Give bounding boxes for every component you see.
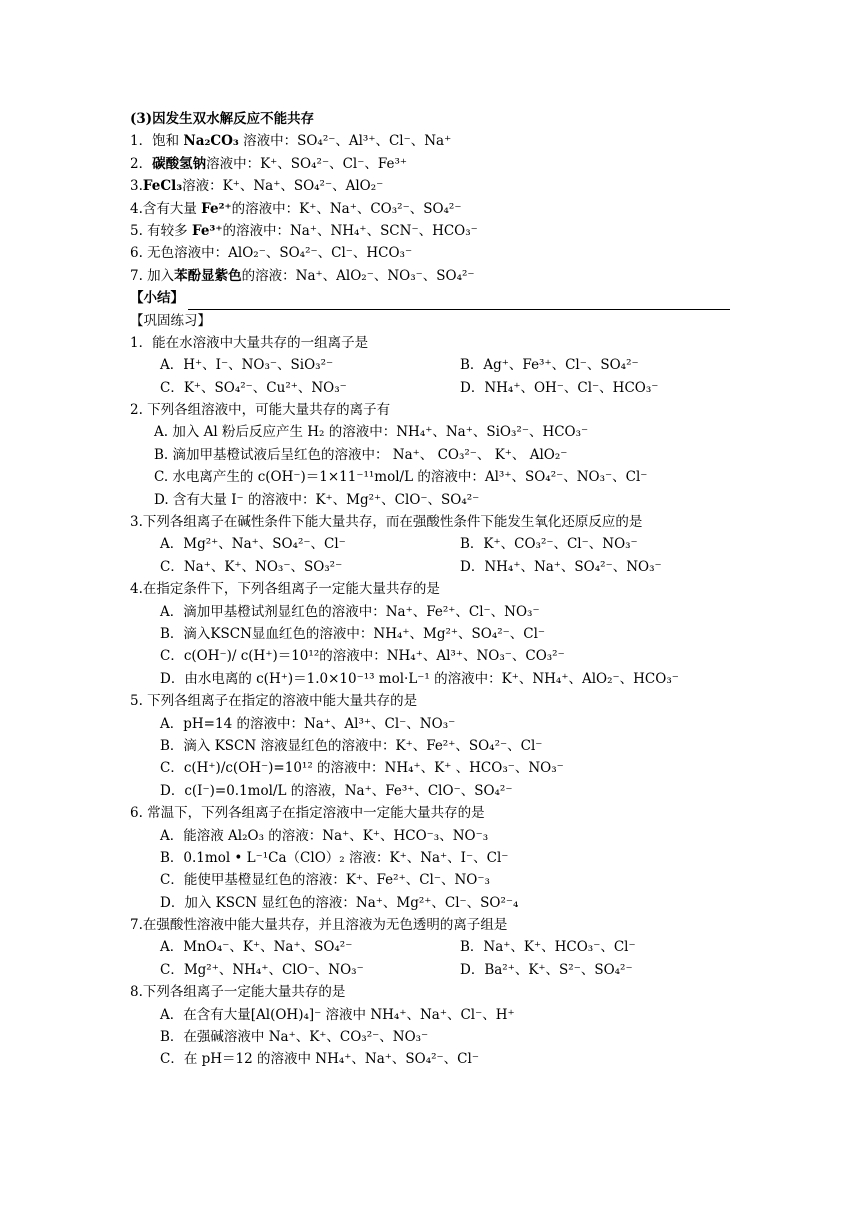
- question-stem: 7.在强酸性溶液中能大量共存，并且溶液为无色透明的离子组是: [130, 917, 508, 934]
- option: D．c(I⁻)=0.1mol/L 的溶液，Na⁺、Fe³⁺、ClO⁻、SO₄²⁻: [160, 782, 513, 799]
- list-item: 7. 加入苯酚显紫色的溶液：Na⁺、AlO₂⁻、NO₃⁻、SO₄²⁻: [130, 267, 475, 284]
- document-body: [130, 108, 740, 1071]
- option: B．滴入KSCN显血红色的溶液中：NH₄⁺、Mg²⁺、SO₄²⁻、Cl⁻: [160, 625, 546, 642]
- option: D．由水电离的 c(H⁺)＝1.0×10⁻¹³ mol·L⁻¹ 的溶液中：K⁺、NH₄⁺、AlO₂⁻、HCO₃⁻: [160, 670, 679, 687]
- option-row: A．Mg²⁺、Na⁺、SO₄²⁻、Cl⁻ B．K⁺、CO₃²⁻、Cl⁻、NO₃⁻: [160, 536, 638, 553]
- list-item: 1．饱和 Na₂CO₃ 溶液中：SO₄²⁻、Al³⁺、Cl⁻、Na⁺: [130, 133, 452, 150]
- summary-label: 【小结】: [130, 290, 184, 307]
- list-item: 5. 有较多 Fe³⁺的溶液中：Na⁺、NH₄⁺、SCN⁻、HCO₃⁻: [130, 222, 478, 239]
- list-item: 3.FeCl₃溶液：K⁺、Na⁺、SO₄²⁻、AlO₂⁻: [130, 178, 384, 195]
- option-row: C．K⁺、SO₄²⁻、Cu²⁺、NO₃⁻ D．NH₄⁺、OH⁻、Cl⁻、HCO₃⁻: [160, 379, 659, 396]
- option-row: C．Na⁺、K⁺、NO₃⁻、SO₃²⁻ D．NH₄⁺、Na⁺、SO₄²⁻、NO₃⁻: [160, 558, 662, 575]
- question-stem: 2. 下列各组溶液中，可能大量共存的离子有: [130, 402, 391, 419]
- section-title: (3)因发生双水解反应不能共存: [130, 111, 315, 127]
- option: C．能使甲基橙显红色的溶液：K⁺、Fe²⁺、Cl⁻、NO⁻₃: [160, 872, 490, 889]
- option: B．0.1mol • L⁻¹Ca（ClO）₂ 溶液：K⁺、Na⁺、I⁻、Cl⁻: [160, 849, 509, 866]
- option: C．在 pH＝12 的溶液中 NH₄⁺、Na⁺、SO₄²⁻、Cl⁻: [160, 1051, 479, 1068]
- option-row: A．H⁺、I⁻、NO₃⁻、SiO₃²⁻ B．Ag⁺、Fe³⁺、Cl⁻、SO₄²⁻: [160, 357, 639, 374]
- summary-line: [130, 287, 740, 309]
- option-row: C．Mg²⁺、NH₄⁺、ClO⁻、NO₃⁻ D．Ba²⁺、K⁺、S²⁻、SO₄²⁻: [160, 961, 633, 978]
- option: D．加入 KSCN 显红色的溶液：Na⁺、Mg²⁺、Cl⁻、SO²⁻₄: [160, 894, 519, 911]
- question-stem: 6. 常温下，下列各组离子在指定溶液中一定能大量共存的是: [130, 805, 485, 822]
- option: C. 水电离产生的 c(OH⁻)＝1×11⁻¹¹mol/L 的溶液中：Al³⁺、SO₄²⁻、NO₃⁻、Cl⁻: [154, 469, 648, 486]
- question-stem: 1．能在水溶液中大量共存的一组离子是: [130, 334, 369, 351]
- option: C．c(OH⁻)/ c(H⁺)＝10¹²的溶液中：NH₄⁺、Al³⁺、NO₃⁻、CO₃²⁻: [160, 648, 565, 665]
- option: A．能溶液 Al₂O₃ 的溶液：Na⁺、K⁺、HCO⁻₃、NO⁻₃: [160, 827, 489, 844]
- list-item: 6. 无色溶液中：AlO₂⁻、SO₄²⁻、Cl⁻、HCO₃⁻: [130, 245, 413, 262]
- question-stem: 3.下列各组离子在碱性条件下能大量共存，而在强酸性条件下能发生氧化还原反应的是: [130, 514, 643, 531]
- option: B．滴入 KSCN 溶液显红色的溶液中：K⁺、Fe²⁺、SO₄²⁻、Cl⁻: [160, 737, 543, 754]
- practice-title: 【巩固练习】: [130, 312, 211, 329]
- question-stem: 8.下列各组离子一定能大量共存的是: [130, 984, 346, 1001]
- option: B．在强碱溶液中 Na⁺、K⁺、CO₃²⁻、NO₃⁻: [160, 1029, 429, 1046]
- option: C．c(H⁺)/c(OH⁻)=10¹² 的溶液中：NH₄⁺、K⁺ 、HCO₃⁻、NO₃⁻: [160, 760, 564, 777]
- option: A．滴加甲基橙试剂显红色的溶液中：Na⁺、Fe²⁺、Cl⁻、NO₃⁻: [160, 603, 540, 620]
- option: B. 滴加甲基橙试液后呈红色的溶液中： Na⁺、 CO₃²⁻、 K⁺、 AlO₂⁻: [154, 446, 568, 463]
- question-stem: 5. 下列各组离子在指定的溶液中能大量共存的是: [130, 693, 418, 710]
- list-item: 4.含有大量 Fe²⁺的溶液中：K⁺、Na⁺、CO₃²⁻、SO₄²⁻: [130, 200, 462, 217]
- option: D. 含有大量 I⁻ 的溶液中：K⁺、Mg²⁺、ClO⁻、SO₄²⁻: [154, 491, 480, 508]
- list-item: 2．碳酸氢钠溶液中：K⁺、SO₄²⁻、Cl⁻、Fe³⁺: [130, 155, 407, 172]
- option-row: A．MnO₄⁻、K⁺、Na⁺、SO₄²⁻ B．Na⁺、K⁺、HCO₃⁻、Cl⁻: [160, 939, 636, 956]
- option: A. 加入 Al 粉后反应产生 H₂ 的溶液中：NH₄⁺、Na⁺、SiO₃²⁻、HCO₃⁻: [154, 424, 589, 441]
- option: A．pH=14 的溶液中：Na⁺、Al³⁺、Cl⁻、NO₃⁻: [160, 715, 456, 732]
- question-stem: 4.在指定条件下，下列各组离子一定能大量共存的是: [130, 581, 440, 598]
- option: A．在含有大量[Al(OH)₄]⁻ 溶液中 NH₄⁺、Na⁺、Cl⁻、H⁺: [160, 1006, 515, 1023]
- summary-blank-rule: [188, 295, 730, 310]
